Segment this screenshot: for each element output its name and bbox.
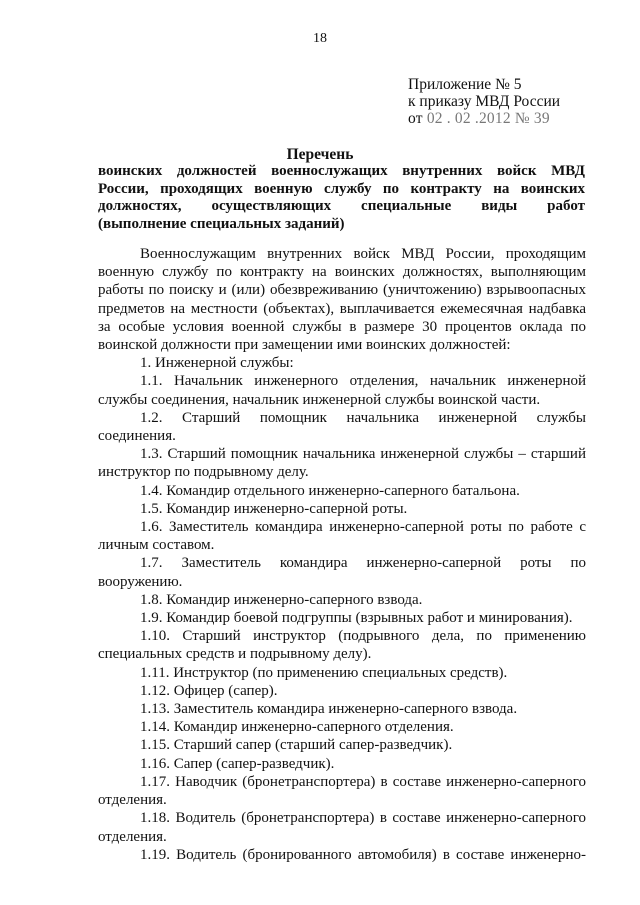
list-item-line: специальных средств и подрывному делу). xyxy=(98,646,372,663)
appendix-line-3 xyxy=(408,110,560,127)
list-item xyxy=(98,846,586,864)
list-item xyxy=(98,500,586,518)
list-item xyxy=(98,372,586,408)
appendix-line-2: к приказу МВД России xyxy=(408,93,561,110)
list-item-line: отделения. xyxy=(98,828,167,845)
list-item-line: соединения. xyxy=(98,428,176,445)
list-item-line: 1.17. Наводчик (бронетранспортера) в составе инженерно-саперного xyxy=(140,773,586,790)
list-item-line: 1.3. Старший помощник начальника инженерной службы – старший xyxy=(140,446,586,463)
list-item-line: 1.15. Старший сапер (старший сапер-разведчик). xyxy=(140,737,453,754)
document-body xyxy=(98,245,586,864)
list-item-line: 1.6. Заместитель командира инженерно-саперной роты по работе с xyxy=(140,519,586,536)
intro-line: предметов на местности (объектах), выплачивается ежемесячная надбавка xyxy=(98,300,586,317)
list-item-line: 1.12. Офицер (сапер). xyxy=(140,682,278,699)
list-item-line: 1.1. Начальник инженерного отделения, начальник инженерной xyxy=(140,373,586,390)
subtitle-line: должностях, осуществляющих специальные виды работ xyxy=(98,198,585,215)
list-item-line: вооружению. xyxy=(98,573,183,590)
subtitle-line: воинских должностей военнослужащих внутренних войск МВД xyxy=(98,163,585,179)
list-item-line: инструктор по подрывному делу. xyxy=(98,464,309,481)
list-item-line: 1.13. Заместитель командира инженерно-саперного взвода. xyxy=(140,701,518,718)
intro-paragraph xyxy=(98,245,586,354)
appendix-header xyxy=(408,76,560,127)
page-number: 18 xyxy=(313,31,327,46)
list-item-line: 1.8. Командир инженерно-саперного взвода. xyxy=(140,591,423,608)
list-item xyxy=(98,482,586,500)
list-item-line: 1.2. Старший помощник начальника инженерной службы xyxy=(140,409,586,426)
list-item xyxy=(98,682,586,700)
list-item-line: службы соединения, начальник инженерной службы воинской части. xyxy=(98,391,541,408)
document-title: Перечень xyxy=(286,146,354,163)
list-item-line: 1. Инженерной службы: xyxy=(140,355,294,372)
list-item-line: 1.7. Заместитель командира инженерно-саперной роты по xyxy=(140,555,586,572)
list-item-line: отделения. xyxy=(98,792,167,809)
intro-line: военную службу по контракту на воинских должностях, выполняющим xyxy=(98,264,586,281)
list-item xyxy=(98,591,586,609)
list-item xyxy=(98,409,586,445)
list-item xyxy=(98,518,586,554)
list-item xyxy=(98,664,586,682)
list-item-line: 1.10. Старший инструктор (подрывного дела, по применению xyxy=(140,628,586,645)
list-item xyxy=(98,354,586,372)
intro-line: Военнослужащим внутренних войск МВД России, проходящим xyxy=(140,246,586,262)
subtitle-line: России, проходящих военную службу по контракту на воинских xyxy=(98,180,585,197)
list-item xyxy=(98,809,586,845)
list-item xyxy=(98,627,586,663)
intro-line: работы по поиску и (или) обезвреживанию (уничтожению) взрывоопасных xyxy=(98,282,586,299)
list-item-line: 1.16. Сапер (сапер-разведчик). xyxy=(140,755,335,772)
subtitle-line: (выполнение специальных заданий) xyxy=(98,215,345,232)
list-item xyxy=(98,554,586,590)
list-item-line: 1.9. Командир боевой подгруппы (взрывных работ и минирования). xyxy=(140,610,573,627)
appendix-date-prefix: от xyxy=(408,110,423,127)
list-item-line: 1.19. Водитель (бронированного автомобиля) в составе инженерно- xyxy=(140,846,586,863)
list-item-line: 1.11. Инструктор (по применению специальных средств). xyxy=(140,664,508,681)
list-item xyxy=(98,609,586,627)
list-item-line: 1.14. Командир инженерно-саперного отделения. xyxy=(140,719,454,736)
appendix-date-number: 02 . 02 .2012 № 39 xyxy=(426,110,550,127)
appendix-line-1: Приложение № 5 xyxy=(408,76,522,93)
document-subtitle xyxy=(98,163,585,233)
list-item xyxy=(98,445,586,481)
list-item xyxy=(98,718,586,736)
list-item-line: 1.5. Командир инженерно-саперной роты. xyxy=(140,500,408,517)
list-item-line: личным составом. xyxy=(98,537,215,554)
list-item xyxy=(98,755,586,773)
list-item xyxy=(98,773,586,809)
intro-line: воинской должности при замещении ими воинских должностей: xyxy=(98,337,511,354)
list-item-line: 1.18. Водитель (бронетранспортера) в составе инженерно-саперного xyxy=(140,810,586,827)
list-item-line: 1.4. Командир отдельного инженерно-саперного батальона. xyxy=(140,482,520,499)
list-item xyxy=(98,736,586,754)
intro-line: за особые условия военной службы в размере 30 процентов оклада по xyxy=(98,318,586,335)
list-item xyxy=(98,700,586,718)
